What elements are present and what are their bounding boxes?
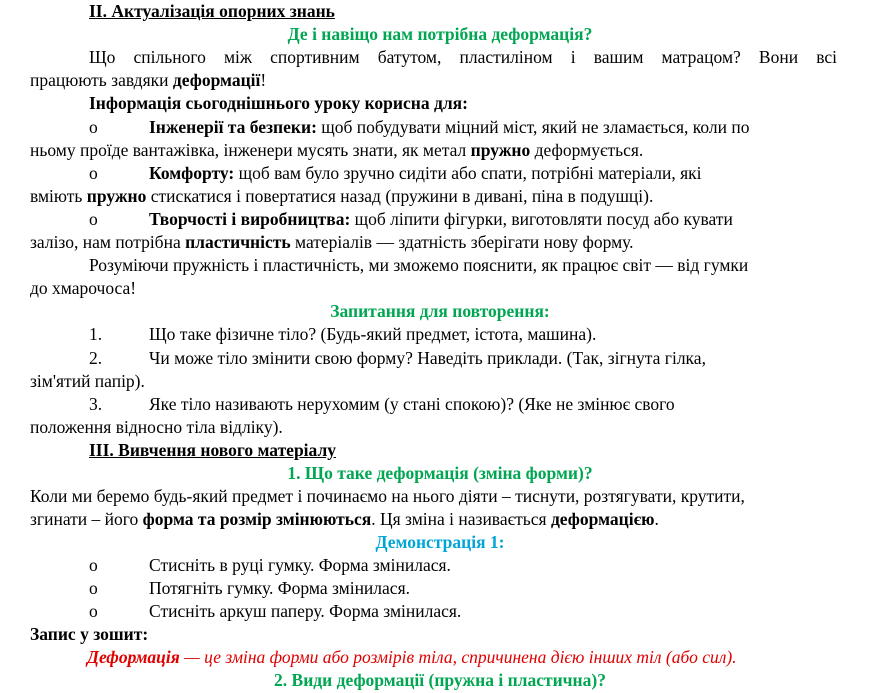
- intro-text: Що спільного між спортивним батутом, пластиліном і вашим матрацом? Вони всі: [89, 47, 837, 67]
- bullet-symbol: o: [89, 601, 98, 621]
- definition: Деформація — це зміна форми або розмірів тіла, спричинена дією інших тіл (або сил).: [87, 647, 737, 667]
- summary-line1: Розуміючи пружність і пластичність, ми зможемо пояснити, як працює світ — від гумки: [89, 255, 749, 275]
- notebook-label: Запис у зошит:: [30, 624, 149, 644]
- bullet-symbol: o: [89, 209, 98, 229]
- use-item-creativity: o Творчості і виробництва: щоб ліпити фігурки, виготовляти посуд або кувати: [89, 208, 733, 232]
- why-heading: Де і навіщо нам потрібна деформація?: [287, 24, 593, 44]
- intro-line2: працюють завдяки деформації!: [30, 70, 267, 90]
- topic1-heading: 1. Що таке деформація (зміна форми)?: [287, 463, 593, 483]
- bullet-symbol: o: [89, 555, 98, 575]
- definition-term: Деформація: [87, 647, 180, 667]
- question-2-cont: зім'ятий папір).: [30, 371, 145, 391]
- demo-heading: Демонстрація 1:: [375, 532, 505, 552]
- review-heading: Запитання для повторення:: [330, 301, 550, 321]
- use-item-creativity-cont: залізо, нам потрібна пластичність матеріалів — здатність зберігати нову форму.: [30, 232, 634, 252]
- intro-line1: [30, 46, 837, 70]
- use-item-comfort-cont: вміють пружно стискатися і повертатися назад (пружини в дивані, піна в подушці).: [30, 186, 654, 206]
- demo-item: o Стисніть аркуш паперу. Форма змінилася.: [89, 600, 461, 624]
- demo-item: o Потягніть гумку. Форма змінилася.: [89, 577, 410, 601]
- topic1-line2: згинати – його форма та розмір змінюються. Ця зміна і називається деформацією.: [30, 509, 659, 529]
- next-heading-partial: 2. Види деформації (пружна і пластична)?: [274, 670, 606, 690]
- deformation-term: деформації: [172, 70, 261, 90]
- summary-line2: до хмарочоса!: [30, 278, 137, 298]
- use-item-engineering: o Інженерії та безпеки: щоб побудувати міцний міст, який не зламається, коли по: [89, 116, 837, 140]
- question-2: 2. Чи може тіло змінити свою форму? Наведіть приклади. (Так, зігнута гілка,: [89, 348, 706, 368]
- bullet-symbol: o: [89, 578, 98, 598]
- useful-for: Інформація сьогоднішнього уроку корисна для:: [89, 93, 468, 113]
- question-1: 1. Що таке фізичне тіло? (Будь-який предмет, істота, машина).: [89, 324, 597, 344]
- section2-title: ІІ. Актуалізація опорних знань: [89, 1, 335, 21]
- topic1-line1: Коли ми беремо будь-який предмет і починаємо на нього діяти – тиснути, розтягувати, крутити,: [30, 486, 745, 506]
- question-3: 3. Яке тіло називають нерухомим (у стані спокою)? (Яке не змінює свого: [89, 394, 675, 414]
- bullet-symbol: o: [89, 163, 98, 183]
- use-item-engineering-cont: ньому проїде вантажівка, інженери мусять знати, як метал пружно деформується.: [30, 140, 644, 160]
- demo-item: o Стисніть в руці гумку. Форма змінилася.: [89, 554, 451, 578]
- section3-title: ІІІ. Вивчення нового матеріалу: [89, 440, 337, 460]
- use-item-comfort: o Комфорту: щоб вам було зручно сидіти або спати, потрібні матеріали, які: [89, 162, 702, 186]
- question-3-cont: положення відносно тіла відліку).: [30, 417, 283, 437]
- bullet-symbol: o: [89, 117, 98, 137]
